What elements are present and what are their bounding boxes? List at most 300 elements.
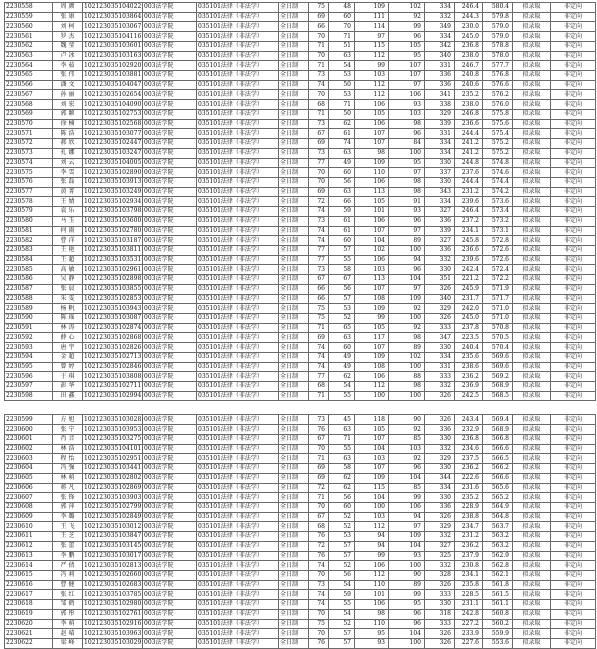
result-cell: 拟录取 bbox=[513, 41, 551, 51]
major-cell: 035101法律（非法学） bbox=[197, 216, 279, 226]
table-row bbox=[5, 580, 596, 590]
serial-cell: 2230575 bbox=[5, 168, 53, 178]
major-cell: 035101法律（非法学） bbox=[197, 590, 279, 600]
table-row bbox=[5, 454, 596, 464]
initial-total-cell: 332 bbox=[425, 532, 455, 542]
study-mode-cell: 全日制 bbox=[279, 570, 309, 580]
result-cell: 拟录取 bbox=[513, 541, 551, 551]
initial-total-cell: 338 bbox=[425, 100, 455, 110]
study-mode-cell: 全日制 bbox=[279, 590, 309, 600]
direction-cell: 非定向 bbox=[551, 197, 596, 207]
name-cell: 罗 杰 bbox=[53, 32, 83, 42]
direction-cell: 非定向 bbox=[551, 294, 596, 304]
major-cell: 035101法律（非法学） bbox=[197, 3, 279, 13]
score-course2-cell: 92 bbox=[389, 304, 425, 314]
final-score-cell: 572.6 bbox=[483, 255, 513, 265]
initial-total-cell: 340 bbox=[425, 51, 455, 61]
direction-cell: 非定向 bbox=[551, 570, 596, 580]
serial-cell: 2230578 bbox=[5, 197, 53, 207]
final-score-cell: 566.6 bbox=[483, 473, 513, 483]
direction-cell: 非定向 bbox=[551, 619, 596, 629]
direction-cell: 非定向 bbox=[551, 139, 596, 149]
final-score-cell: 580.4 bbox=[483, 3, 513, 13]
score-course1-cell: 106 bbox=[355, 100, 389, 110]
result-cell: 拟录取 bbox=[513, 532, 551, 542]
table-row bbox=[5, 148, 596, 158]
final-score-cell: 572.4 bbox=[483, 265, 513, 275]
school-cell: 003法学院 bbox=[143, 236, 197, 246]
score-course2-cell: 109 bbox=[389, 532, 425, 542]
name-cell: 张 磊 bbox=[53, 177, 83, 187]
table-row bbox=[5, 80, 596, 90]
result-cell: 拟录取 bbox=[513, 32, 551, 42]
exam-id-cell: 102123035102849 bbox=[84, 513, 142, 521]
final-score-cell: 573.4 bbox=[483, 207, 513, 217]
retest-score-cell: 245.0 bbox=[455, 32, 483, 42]
score-course2-cell: 100 bbox=[389, 245, 425, 255]
direction-cell: 非定向 bbox=[551, 639, 596, 649]
major-cell: 035101法律（非法学） bbox=[197, 333, 279, 343]
major-cell: 035101法律（非法学） bbox=[197, 109, 279, 119]
serial-cell: 2230567 bbox=[5, 90, 53, 100]
score-course2-cell: 102 bbox=[389, 352, 425, 362]
score-english-cell: 49 bbox=[329, 352, 355, 362]
score-english-cell: 56 bbox=[329, 177, 355, 187]
major-cell: 035101法律（非法学） bbox=[197, 177, 279, 187]
study-mode-cell: 全日制 bbox=[279, 629, 309, 639]
study-mode-cell: 全日制 bbox=[279, 129, 309, 139]
final-score-cell: 564.8 bbox=[483, 512, 513, 522]
final-score-cell: 569.6 bbox=[483, 362, 513, 372]
serial-cell: 2230582 bbox=[5, 236, 53, 246]
table-row bbox=[5, 425, 596, 435]
score-course1-cell: 95 bbox=[355, 629, 389, 639]
exam-id-cell: 102123035103187 bbox=[84, 236, 142, 244]
serial-cell: 2230604 bbox=[5, 464, 53, 474]
serial-cell: 2230593 bbox=[5, 343, 53, 353]
score-course1-cell: 106 bbox=[355, 177, 389, 187]
direction-cell: 非定向 bbox=[551, 158, 596, 168]
score-course2-cell: 84 bbox=[389, 139, 425, 149]
name-cell: 魏 莹 bbox=[53, 41, 83, 51]
score-course2-cell: 103 bbox=[389, 444, 425, 454]
score-english-cell: 63 bbox=[329, 454, 355, 464]
serial-cell: 2230558 bbox=[5, 3, 53, 13]
table-row bbox=[5, 129, 596, 139]
serial-cell: 2230602 bbox=[5, 444, 53, 454]
exam-id-cell: 102123035103953 bbox=[84, 425, 142, 433]
score-course1-cell: 104 bbox=[355, 493, 389, 503]
score-course1-cell: 106 bbox=[355, 561, 389, 571]
retest-score-cell: 234.1 bbox=[455, 226, 483, 236]
name-cell: 袁 乐 bbox=[53, 207, 83, 217]
table-row bbox=[5, 71, 596, 81]
table-row bbox=[5, 561, 596, 571]
table-row bbox=[5, 434, 596, 444]
final-score-cell: 559.9 bbox=[483, 629, 513, 639]
score-politics-cell: 74 bbox=[309, 80, 329, 90]
score-course1-cell: 112 bbox=[355, 80, 389, 90]
serial-cell: 2230607 bbox=[5, 493, 53, 503]
score-english-cell: 53 bbox=[329, 71, 355, 81]
table-row bbox=[5, 382, 596, 392]
study-mode-cell: 全日制 bbox=[279, 197, 309, 207]
retest-score-cell: 231.1 bbox=[455, 600, 483, 610]
result-cell: 拟录取 bbox=[513, 473, 551, 483]
retest-score-cell: 221.2 bbox=[455, 275, 483, 285]
study-mode-cell: 全日制 bbox=[279, 619, 309, 629]
initial-total-cell: 347 bbox=[425, 333, 455, 343]
score-course1-cell: 94 bbox=[355, 532, 389, 542]
study-mode-cell: 全日制 bbox=[279, 61, 309, 71]
final-score-cell: 574.4 bbox=[483, 177, 513, 187]
name-cell: 吴 静 bbox=[53, 275, 83, 285]
score-english-cell: 63 bbox=[329, 425, 355, 435]
serial-cell: 2230611 bbox=[5, 532, 53, 542]
direction-cell: 非定向 bbox=[551, 522, 596, 532]
name-cell: 王 超 bbox=[53, 255, 83, 265]
major-cell: 035101法律（非法学） bbox=[197, 444, 279, 454]
school-cell: 003法学院 bbox=[143, 41, 197, 51]
serial-cell: 2230590 bbox=[5, 314, 53, 324]
major-cell: 035101法律（非法学） bbox=[197, 382, 279, 392]
major-cell: 035101法律（非法学） bbox=[197, 236, 279, 246]
serial-cell: 2230606 bbox=[5, 483, 53, 493]
name-cell: 郭 颖 bbox=[53, 109, 83, 119]
result-cell: 拟录取 bbox=[513, 158, 551, 168]
result-cell: 拟录取 bbox=[513, 80, 551, 90]
result-cell: 拟录取 bbox=[513, 323, 551, 333]
table-row bbox=[5, 314, 596, 324]
direction-cell: 非定向 bbox=[551, 226, 596, 236]
final-score-cell: 575.2 bbox=[483, 148, 513, 158]
school-cell: 003法学院 bbox=[143, 425, 197, 435]
score-course2-cell: 100 bbox=[389, 148, 425, 158]
name-cell: 李 雪 bbox=[53, 168, 83, 178]
retest-score-cell: 246.4 bbox=[455, 207, 483, 217]
score-english-cell: 53 bbox=[329, 90, 355, 100]
score-course2-cell: 95 bbox=[389, 600, 425, 610]
study-mode-cell: 全日制 bbox=[279, 41, 309, 51]
final-score-cell: 575.6 bbox=[483, 119, 513, 129]
table-row bbox=[5, 41, 596, 51]
study-mode-cell: 全日制 bbox=[279, 434, 309, 444]
score-course2-cell: 99 bbox=[389, 22, 425, 32]
school-cell: 003法学院 bbox=[143, 444, 197, 454]
serial-cell: 2230618 bbox=[5, 600, 53, 610]
initial-total-cell: 330 bbox=[425, 177, 455, 187]
score-course1-cell: 109 bbox=[355, 473, 389, 483]
serial-cell: 2230571 bbox=[5, 129, 53, 139]
retest-score-cell: 238.0 bbox=[455, 100, 483, 110]
school-cell: 003法学院 bbox=[143, 314, 197, 324]
result-cell: 拟录取 bbox=[513, 561, 551, 571]
score-course2-cell: 104 bbox=[389, 541, 425, 551]
score-course1-cell: 105 bbox=[355, 323, 389, 333]
result-cell: 拟录取 bbox=[513, 139, 551, 149]
score-politics-cell: 71 bbox=[309, 493, 329, 503]
score-course2-cell: 92 bbox=[389, 12, 425, 22]
direction-cell: 非定向 bbox=[551, 464, 596, 474]
exam-id-cell: 102123035102713 bbox=[84, 353, 142, 361]
table-row bbox=[5, 284, 596, 294]
exam-id-cell: 102123035102920 bbox=[84, 61, 142, 69]
serial-cell: 2230579 bbox=[5, 207, 53, 217]
direction-cell: 非定向 bbox=[551, 382, 596, 392]
direction-cell: 非定向 bbox=[551, 444, 596, 454]
score-english-cell: 55 bbox=[329, 255, 355, 265]
score-course1-cell: 112 bbox=[355, 382, 389, 392]
school-cell: 003法学院 bbox=[143, 61, 197, 71]
score-course1-cell: 109 bbox=[355, 3, 389, 13]
score-politics-cell: 68 bbox=[309, 100, 329, 110]
table-row bbox=[5, 502, 596, 512]
direction-cell: 非定向 bbox=[551, 541, 596, 551]
score-politics-cell: 73 bbox=[309, 148, 329, 158]
result-cell: 拟录取 bbox=[513, 362, 551, 372]
score-course2-cell: 97 bbox=[389, 80, 425, 90]
score-course2-cell: 90 bbox=[389, 415, 425, 425]
score-politics-cell: 72 bbox=[309, 483, 329, 493]
score-politics-cell: 67 bbox=[309, 275, 329, 285]
result-cell: 拟录取 bbox=[513, 207, 551, 217]
score-course1-cell: 112 bbox=[355, 51, 389, 61]
score-politics-cell: 75 bbox=[309, 619, 329, 629]
exam-id-cell: 102123035103247 bbox=[84, 149, 142, 157]
initial-total-cell: 331 bbox=[425, 61, 455, 71]
major-cell: 035101法律（非法学） bbox=[197, 197, 279, 207]
study-mode-cell: 全日制 bbox=[279, 580, 309, 590]
table-row bbox=[5, 177, 596, 187]
school-cell: 003法学院 bbox=[143, 168, 197, 178]
score-politics-cell: 73 bbox=[309, 265, 329, 275]
score-politics-cell: 69 bbox=[309, 333, 329, 343]
serial-cell: 2230587 bbox=[5, 284, 53, 294]
school-cell: 003法学院 bbox=[143, 372, 197, 382]
study-mode-cell: 全日制 bbox=[279, 236, 309, 246]
initial-total-cell: 326 bbox=[425, 284, 455, 294]
score-course2-cell: 89 bbox=[389, 343, 425, 353]
major-cell: 035101法律（非法学） bbox=[197, 372, 279, 382]
serial-cell: 2230591 bbox=[5, 323, 53, 333]
retest-score-cell: 235.8 bbox=[455, 580, 483, 590]
serial-cell: 2230565 bbox=[5, 71, 53, 81]
table-row bbox=[5, 294, 596, 304]
result-cell: 拟录取 bbox=[513, 314, 551, 324]
score-politics-cell: 70 bbox=[309, 609, 329, 619]
score-politics-cell: 71 bbox=[309, 61, 329, 71]
result-cell: 拟录取 bbox=[513, 245, 551, 255]
result-cell: 拟录取 bbox=[513, 372, 551, 382]
major-cell: 035101法律（非法学） bbox=[197, 580, 279, 590]
exam-id-cell: 102123035104101 bbox=[84, 444, 142, 452]
score-course2-cell: 97 bbox=[389, 168, 425, 178]
retest-score-cell: 242.4 bbox=[455, 265, 483, 275]
serial-cell: 2230609 bbox=[5, 512, 53, 522]
name-cell: 梁 峰 bbox=[53, 639, 83, 649]
school-cell: 003法学院 bbox=[143, 512, 197, 522]
retest-score-cell: 236.8 bbox=[455, 41, 483, 51]
study-mode-cell: 全日制 bbox=[279, 177, 309, 187]
exam-id-cell: 102123035102868 bbox=[84, 333, 142, 341]
score-english-cell: 57 bbox=[329, 629, 355, 639]
table-row bbox=[5, 464, 596, 474]
score-course2-cell: 94 bbox=[389, 255, 425, 265]
initial-total-cell: 329 bbox=[425, 109, 455, 119]
study-mode-cell: 全日制 bbox=[279, 265, 309, 275]
exam-id-cell: 102123035102813 bbox=[84, 561, 142, 569]
school-cell: 003法学院 bbox=[143, 216, 197, 226]
table-gap bbox=[4, 401, 595, 414]
result-cell: 拟录取 bbox=[513, 493, 551, 503]
score-course2-cell: 96 bbox=[389, 32, 425, 42]
direction-cell: 非定向 bbox=[551, 236, 596, 246]
exam-id-cell: 102123035102951 bbox=[84, 454, 142, 462]
exam-id-cell: 102123035102826 bbox=[84, 343, 142, 351]
score-course2-cell: 92 bbox=[389, 425, 425, 435]
score-english-cell: 58 bbox=[329, 464, 355, 474]
serial-cell: 2230561 bbox=[5, 32, 53, 42]
direction-cell: 非定向 bbox=[551, 284, 596, 294]
major-cell: 035101法律（非法学） bbox=[197, 502, 279, 512]
major-cell: 035101法律（非法学） bbox=[197, 600, 279, 610]
final-score-cell: 573.2 bbox=[483, 216, 513, 226]
final-score-cell: 560.2 bbox=[483, 619, 513, 629]
exam-id-cell: 102123035102916 bbox=[84, 619, 142, 627]
initial-total-cell: 336 bbox=[425, 216, 455, 226]
result-cell: 拟录取 bbox=[513, 294, 551, 304]
score-course2-cell: 89 bbox=[389, 580, 425, 590]
direction-cell: 非定向 bbox=[551, 129, 596, 139]
major-cell: 035101法律（非法学） bbox=[197, 314, 279, 324]
score-course2-cell: 96 bbox=[389, 216, 425, 226]
score-english-cell: 60 bbox=[329, 343, 355, 353]
exam-id-cell: 102123035102660 bbox=[84, 571, 142, 579]
score-politics-cell: 70 bbox=[309, 444, 329, 454]
result-cell: 拟录取 bbox=[513, 168, 551, 178]
table-row bbox=[5, 600, 596, 610]
serial-cell: 2230585 bbox=[5, 265, 53, 275]
score-course2-cell: 107 bbox=[389, 61, 425, 71]
table-row bbox=[5, 333, 596, 343]
name-cell: 张 伟 bbox=[53, 71, 83, 81]
direction-cell: 非定向 bbox=[551, 343, 596, 353]
score-course1-cell: 103 bbox=[355, 71, 389, 81]
table-row bbox=[5, 245, 596, 255]
direction-cell: 非定向 bbox=[551, 561, 596, 571]
score-politics-cell: 71 bbox=[309, 323, 329, 333]
major-cell: 035101法律（非法学） bbox=[197, 473, 279, 483]
initial-total-cell: 326 bbox=[425, 629, 455, 639]
retest-score-cell: 236.6 bbox=[455, 119, 483, 129]
score-english-cell: 59 bbox=[329, 207, 355, 217]
score-politics-cell: 70 bbox=[309, 90, 329, 100]
score-course1-cell: 107 bbox=[355, 139, 389, 149]
retest-score-cell: 240.8 bbox=[455, 71, 483, 81]
study-mode-cell: 全日制 bbox=[279, 32, 309, 42]
school-cell: 003法学院 bbox=[143, 609, 197, 619]
direction-cell: 非定向 bbox=[551, 532, 596, 542]
score-course2-cell: 85 bbox=[389, 483, 425, 493]
study-mode-cell: 全日制 bbox=[279, 139, 309, 149]
major-cell: 035101法律（非法学） bbox=[197, 352, 279, 362]
initial-total-cell: 326 bbox=[425, 314, 455, 324]
table-row bbox=[5, 187, 596, 197]
major-cell: 035101法律（非法学） bbox=[197, 629, 279, 639]
score-course1-cell: 114 bbox=[355, 22, 389, 32]
major-cell: 035101法律（非法学） bbox=[197, 464, 279, 474]
final-score-cell: 571.0 bbox=[483, 314, 513, 324]
major-cell: 035101法律（非法学） bbox=[197, 522, 279, 532]
final-score-cell: 561.1 bbox=[483, 600, 513, 610]
table-row bbox=[5, 61, 596, 71]
table-row bbox=[5, 532, 596, 542]
final-score-cell: 572.8 bbox=[483, 236, 513, 246]
direction-cell: 非定向 bbox=[551, 255, 596, 265]
table-row bbox=[5, 90, 596, 100]
major-cell: 035101法律（非法学） bbox=[197, 541, 279, 551]
score-english-cell: 61 bbox=[329, 129, 355, 139]
major-cell: 035101法律（非法学） bbox=[197, 148, 279, 158]
retest-score-cell: 239.6 bbox=[455, 197, 483, 207]
score-politics-cell: 74 bbox=[309, 352, 329, 362]
score-politics-cell: 77 bbox=[309, 158, 329, 168]
major-cell: 035101法律（非法学） bbox=[197, 32, 279, 42]
retest-score-cell: 238.8 bbox=[455, 512, 483, 522]
final-score-cell: 572.2 bbox=[483, 275, 513, 285]
result-cell: 拟录取 bbox=[513, 444, 551, 454]
final-score-cell: 578.0 bbox=[483, 51, 513, 61]
score-english-cell: 59 bbox=[329, 590, 355, 600]
major-cell: 035101法律（非法学） bbox=[197, 483, 279, 493]
exam-id-cell: 102123035103145 bbox=[84, 542, 142, 550]
final-score-cell: 566.6 bbox=[483, 444, 513, 454]
final-score-cell: 579.0 bbox=[483, 32, 513, 42]
score-course1-cell: 106 bbox=[355, 372, 389, 382]
final-score-cell: 564.9 bbox=[483, 502, 513, 512]
score-english-cell: 52 bbox=[329, 512, 355, 522]
major-cell: 035101法律（非法学） bbox=[197, 284, 279, 294]
school-cell: 003法学院 bbox=[143, 343, 197, 353]
retest-score-cell: 236.2 bbox=[455, 464, 483, 474]
retest-score-cell: 236.2 bbox=[455, 541, 483, 551]
score-course2-cell: 99 bbox=[389, 590, 425, 600]
major-cell: 035101法律（非法学） bbox=[197, 71, 279, 81]
score-course2-cell: 98 bbox=[389, 333, 425, 343]
name-cell: 林 浩 bbox=[53, 444, 83, 454]
initial-total-cell: 331 bbox=[425, 362, 455, 372]
direction-cell: 非定向 bbox=[551, 580, 596, 590]
score-politics-cell: 72 bbox=[309, 541, 329, 551]
result-cell: 拟录取 bbox=[513, 600, 551, 610]
initial-total-cell: 337 bbox=[425, 168, 455, 178]
score-politics-cell: 73 bbox=[309, 71, 329, 81]
initial-total-cell: 326 bbox=[425, 415, 455, 425]
initial-total-cell: 329 bbox=[425, 454, 455, 464]
school-cell: 003法学院 bbox=[143, 226, 197, 236]
score-politics-cell: 77 bbox=[309, 255, 329, 265]
score-course2-cell: 109 bbox=[389, 294, 425, 304]
score-politics-cell: 74 bbox=[309, 226, 329, 236]
final-score-cell: 553.6 bbox=[483, 639, 513, 649]
score-politics-cell: 77 bbox=[309, 245, 329, 255]
initial-total-cell: 334 bbox=[425, 148, 455, 158]
exam-id-cell: 102123035102934 bbox=[84, 197, 142, 205]
study-mode-cell: 全日制 bbox=[279, 444, 309, 454]
retest-score-cell: 238.0 bbox=[455, 51, 483, 61]
study-mode-cell: 全日制 bbox=[279, 343, 309, 353]
name-cell: 李 萌 bbox=[53, 619, 83, 629]
